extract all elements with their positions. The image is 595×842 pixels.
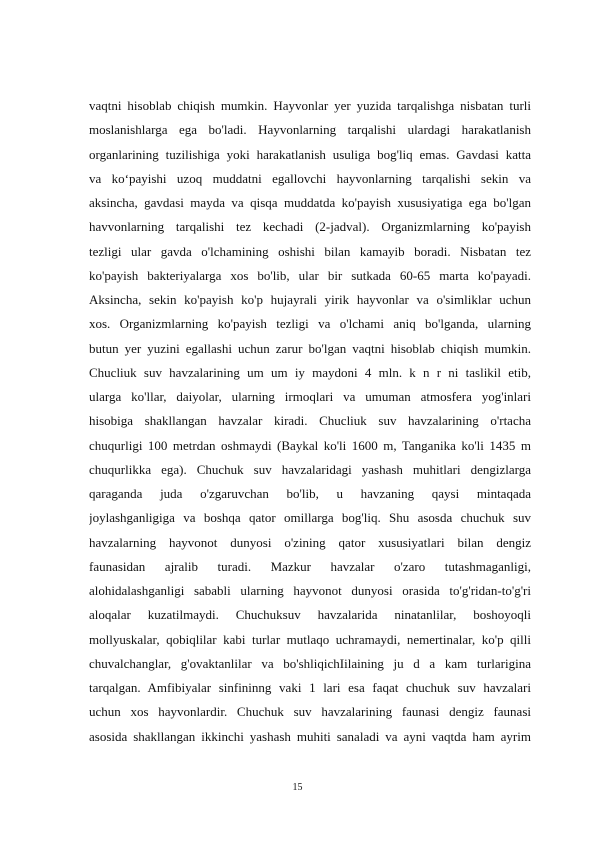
text-line: havvonlarning tarqalishi tez kechadi (2-jadval). Organizmlarning ko'payish [89,219,531,235]
text-line: aksincha, gavdasi mayda va qisqa muddatda ko'payish xususiyatiga ega bo'lgan [89,195,531,210]
body-text [89,94,531,749]
text-line: joylashganligiga va boshqa qator omillarga bog'liq. Shu asosda chuchuk suv [89,510,531,526]
text-line: mollyuskalar, qobiqlilar kabi turlar mutlaqo uchramaydi, nemertinalar, ko'p qilli [89,631,531,647]
page-number: 15 [292,782,303,793]
text-line: chuqurlikka ega). Chuchuk suv havzalaridagi yashash muhitlari dengizlarga [89,461,531,477]
text-line: organlarining tuzilishiga yoki harakatlanish usuliga bog'liq emas. Gavdasi katta [89,146,531,162]
text-line: Aksincha, sekin ko'payish ko'p hujayrali yirik hayvonlar va o'simliklar uchun [89,292,531,307]
text-line: va ko‘payishi uzoq muddatni egallovchi hayvonlarning tarqalishi sekin va [89,170,531,186]
text-line: aloqalar kuzatilmaydi. Chuchuksuv havzalarida ninatanlilar, boshoyoqli [89,607,531,623]
text-line: hisobiga shakllangan havzalar kiradi. Chucliuk suv havzalarining o'rtacha [89,413,531,429]
text-line: havzalarning hayvonot dunyosi o'zining qator xususiyatlari bilan dengiz [89,534,531,550]
text-line: ularga ko'llar, daiyolar, ularning irmoqlari va umuman atmosfera yog'inlari [89,389,531,404]
text-line: moslanishlarga ega bo'ladi. Hayvonlarning tarqalishi ulardagi harakatlanish [89,122,531,138]
text-line: butun yer yuzini egallashi uchun zarur bo'lgan vaqtni hisoblab chiqish mumkin. [89,340,531,356]
text-line: uchun xos hayvonlardir. Chuchuk suv havzalarining faunasi dengiz faunasi [89,704,531,720]
text-line: xos. Organizmlarning ko'payish tezligi va o'lchami aniq bo'lganda, ularning [89,316,531,332]
text-line: tarqalgan. Amfibiyalar sinfininng vaki 1 lari esa faqat chuchuk suv havzalari [89,680,531,695]
text-line: chuqurligi 100 metrdan oshmaydi (Baykal ko'li 1600 m, Tanganika ko'li 1435 m [89,437,531,453]
text-line: Chucliuk suv havzalarining um um iy maydoni 4 mln. k n r ni taslikil etib, [89,364,531,380]
text-line: qaraganda juda o'zgaruvchan bo'lib, u havzaning qaysi mintaqada [89,486,531,501]
text-line: tezligi ular gavda o'lchamining oshishi bilan kamayib boradi. Nisbatan tez [89,243,531,259]
text-line: alohidalashganligi sababli ularning hayvonot dunyosi orasida to'g'ridan-to'g'ri [89,583,531,598]
text-line: asosida shakllangan ikkinchi yashash muhiti sanaladi va ayni vaqtda ham ayrim [89,728,531,744]
text-line: ko'payish bakteriyalarga xos bo'lib, ular bir sutkada 60-65 marta ko'payadi. [89,267,531,283]
text-line: vaqtni hisoblab chiqish mumkin. Hayvonlar yer yuzida tarqalishga nisbatan turli [89,98,531,113]
text-line: faunasidan ajralib turadi. Mazkur havzalar o'zaro tutashmaganligi, [89,558,531,574]
text-line: chuvalchanglar, g'ovaktanlilar va bo'shliqichIilaining ju d a kam turlarigina [89,655,531,671]
